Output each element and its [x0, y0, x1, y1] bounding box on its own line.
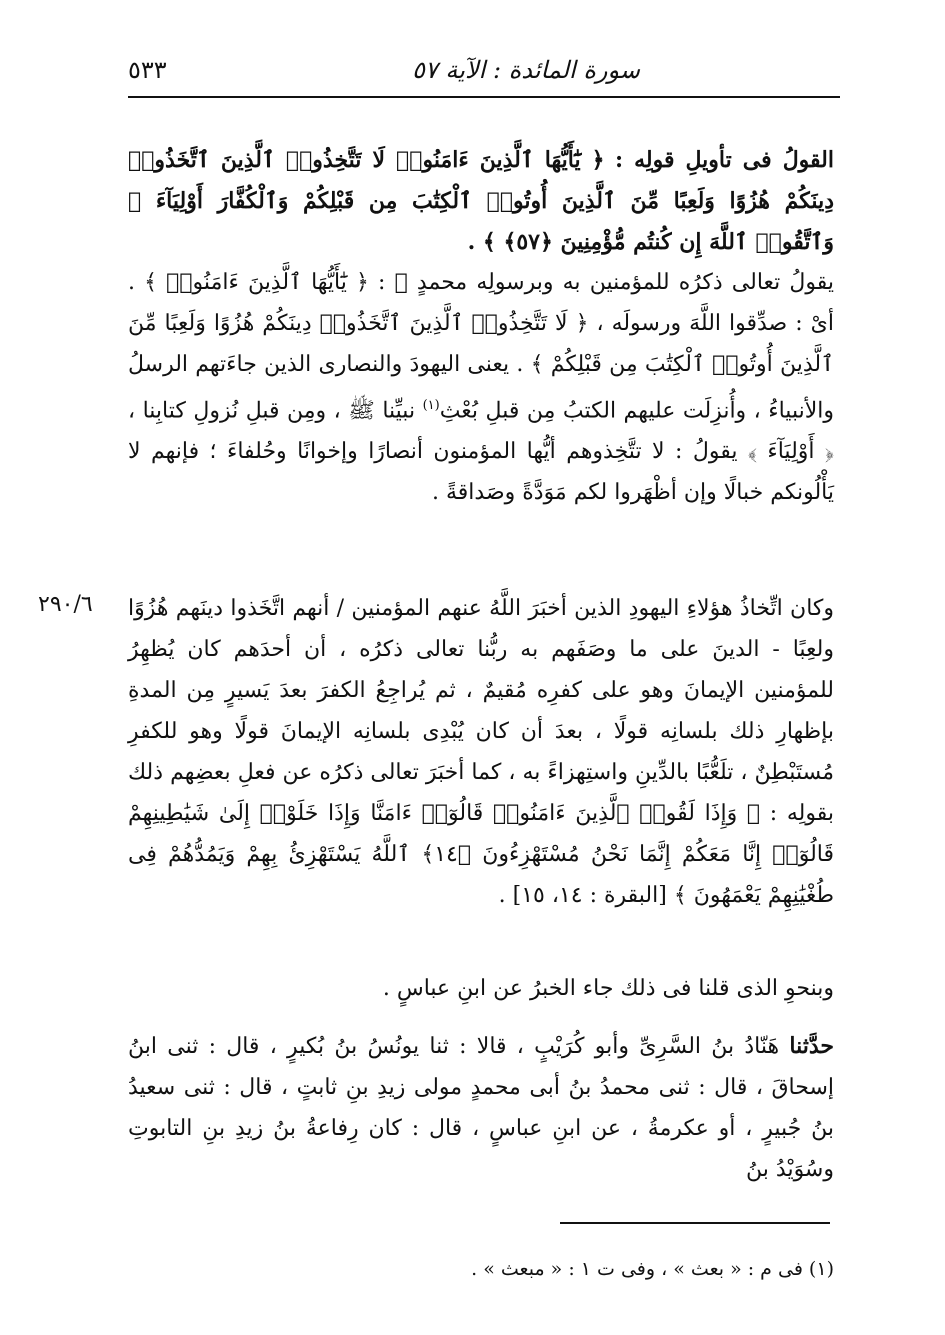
paragraph-transition — [128, 968, 834, 1009]
footnote: (١) فى م : « بعث » ، وفى ت ١ : « مبعث » . — [471, 1258, 834, 1280]
paragraph-hadith — [128, 1026, 834, 1190]
page-number: ٥٣٣ — [128, 56, 167, 84]
commentary-text: يقولُ تعالى ذكرُه للمؤمنين به وبرسولِه محمدٍ ﷺ : ﴿ يَٰٓأَيُّهَا ٱلَّذِينَ ءَامَنُوا۟ ﴾ . أىْ : صدِّقوا اللَّهَ ورسولَه ، ﴿ لَا تَتَّخِذُوا۟ ٱلَّذِينَ ٱتَّخَذُوا۟ دِينَكُمْ هُزُوًا وَلَعِبًا مِّنَ ٱلَّذِينَ أُوتُوا۟ ٱلْكِتَٰبَ مِن قَبْلِكُمْ ﴾ . يعنى اليهودَ والنصارى الذين جاءَتهم الرسلُ والأنبياءُ ، وأُنزِلَت عليهم الكتبُ مِن قبلِ بُعْثِ — [128, 270, 834, 424]
paragraph-commentary — [128, 262, 834, 513]
page-header — [128, 52, 840, 96]
paragraph-verse-heading — [128, 140, 834, 263]
explanation-text: وكان اتِّخاذُ هؤلاءِ اليهودِ الذين أخبَرَ اللَّهُ عنهم المؤمنين / أنهم اتَّخَذوا دينَهم هُزُوًا ولعِبًا - الدينَ على ما وصَفَهم به ربُّنا تعالى ذكرُه ، أن أحدَهم كان يُظهِرُ للمؤمنين الإيمانَ وهو على كفرِه مُقيمٌ ، ثم يُراجِعُ الكفرَ بعدَ يَسيرٍ مِن المدةِ بإظهارِ ذلك بلسانِه قولًا ، بعدَ أن كان يُبْدِى بلسانِه الإيمانَ قولًا وهو للكفرِ مُستَبْطِنٌ ، تلَعُّبًا بالدِّينِ واستِهزاءً به ، كما أخبَرَ تعالى ذكرُه عن فعلِ بعضِهم ذلك بقولِه : ﴿ وَإِذَا لَقُوا۟ ٱلَّذِينَ ءَامَنُوا۟ قَالُوٓا۟ ءَامَنَّا وَإِذَا خَلَوْا۟ إِلَىٰ شَيَٰطِينِهِمْ قَالُوٓا۟ إِنَّا مَعَكُمْ إِنَّمَا نَحْنُ مُسْتَهْزِءُونَ ﴿١٤﴾ ٱللَّهُ يَسْتَهْزِئُ بِهِمْ وَيَمُدُّهُمْ فِى طُغْيَٰنِهِمْ يَعْمَهُونَ ﴾ [البقرة : ١٤، ١٥] . — [128, 596, 834, 908]
paragraph-explanation — [128, 588, 834, 916]
marginal-reference: ٢٩٠/٦ — [38, 592, 93, 617]
quran-verse: ﴿ يَٰٓأَيُّهَا ٱلَّذِينَ ءَامَنُوا۟ لَا تَتَّخِذُوا۟ ٱلَّذِينَ ٱتَّخَذُوا۟ دِينَكُمْ هُزُوًا وَلَعِبًا مِّنَ ٱلَّذِينَ أُوتُوا۟ ٱلْكِتَٰبَ مِن قَبْلِكُمْ وَٱلْكُفَّارَ أَوْلِيَآءَ ۚ وَٱتَّقُوا۟ ٱللَّهَ إِن كُنتُم مُّؤْمِنِينَ ﴿٥٧﴾ ﴾ . — [128, 147, 834, 255]
hadith-lead: حدَّثنا — [789, 1033, 834, 1059]
running-title: سورة المائدة : الآية ٥٧ — [412, 56, 640, 84]
footnote-reference: (١) — [422, 398, 440, 413]
commentary-text-continued: نبيِّنا ﷺ ، ومِن قبلِ نُزولِ كتابِنا ، ﴿ أَوْلِيَآءَ ﴾ يقولُ : لا تتَّخِذوهم أيُّها المؤمنون أنصارًا وإخوانًا وحُلفاءَ ؛ فإنهم لا يَأْلُونكم خبالًا وإن أظْهَروا لكم مَوَدَّةً وصَداقةً . — [128, 398, 834, 506]
header-divider — [128, 96, 840, 98]
section-lead: القولُ فى تأويلِ قولِه : — [614, 147, 834, 173]
footnote-divider — [560, 1222, 830, 1224]
hadith-chain: هَنّادُ بنُ السَّرِىِّ وأبو كُرَيْبٍ ، قالا : ثنا يونُسُ بنُ بُكيرٍ ، قال : ثنى ابنُ إسحاقَ ، قال : ثنى محمدُ بنُ أبى محمدٍ مولى زيدِ بنِ ثابتٍ ، قال : ثنى سعيدُ بنُ جُبيرٍ ، أو عكرمةُ ، عن ابنِ عباسٍ ، قال : كان رِفاعةُ بنُ زيدِ بنِ التابوتِ وسُوَيْدُ بنُ — [128, 1034, 834, 1182]
transition-text: وبنحوِ الذى قلنا فى ذلك جاء الخبرُ عن ابنِ عباسٍ . — [382, 976, 834, 1001]
